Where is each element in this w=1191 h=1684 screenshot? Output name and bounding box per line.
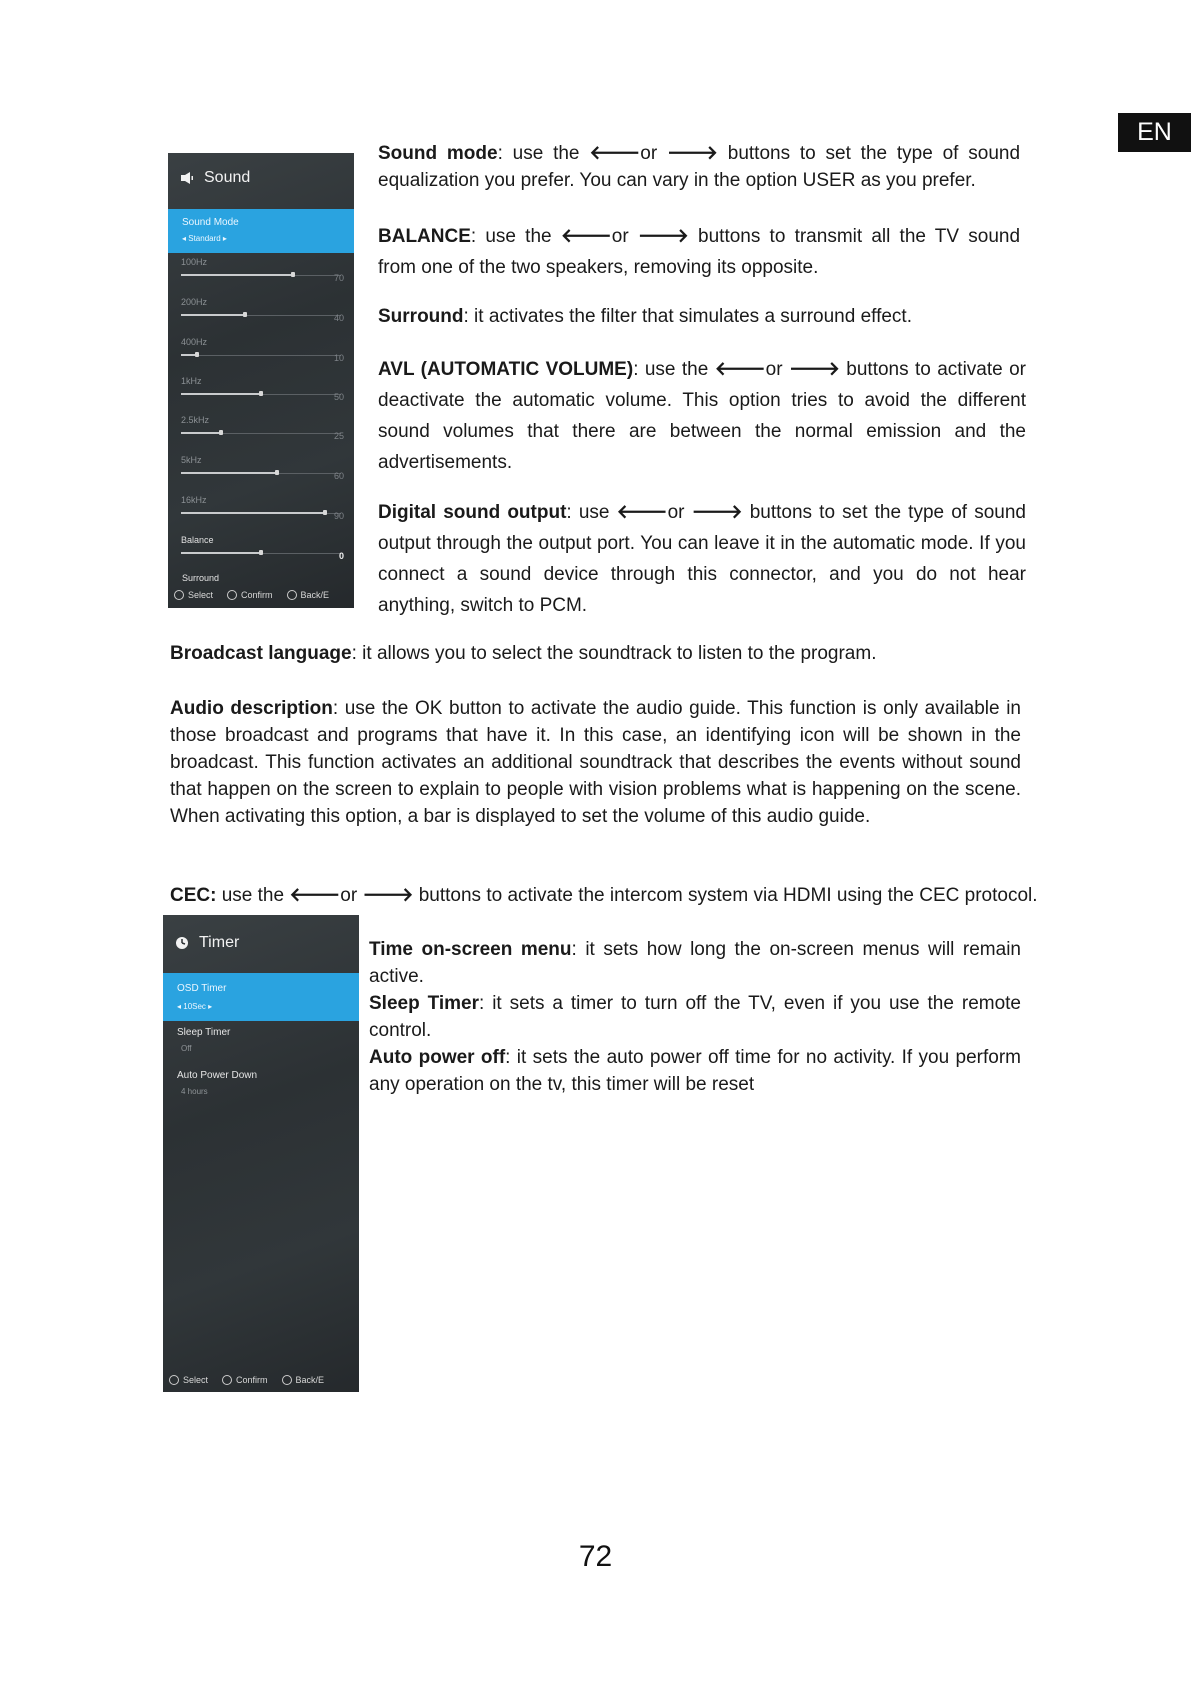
- band-knob[interactable]: [195, 352, 199, 357]
- balance-slider[interactable]: [181, 531, 344, 569]
- osd-timer-value: ◂ 10Sec ▸: [177, 1002, 213, 1011]
- dpad-icon: [169, 1375, 179, 1385]
- timer-descriptions: [369, 936, 1021, 1098]
- band-knob[interactable]: [259, 391, 263, 396]
- band-value: 0: [338, 551, 344, 561]
- sound-menu-title: Sound: [204, 169, 251, 186]
- left-arrow-icon: 🡐: [616, 502, 668, 523]
- right-arrow-icon: 🡒: [667, 143, 718, 164]
- sound-menu-screenshot: [168, 153, 354, 608]
- confirm-hint: Confirm: [227, 590, 273, 600]
- timer-menu-screenshot: [163, 915, 359, 1392]
- band-knob[interactable]: [219, 430, 223, 435]
- right-arrow-icon: 🡒: [788, 359, 840, 380]
- band-knob[interactable]: [259, 550, 263, 555]
- audio-description-paragraph: Audio description: use the OK button to activate the audio guide. This function is only available in those broadcast and programs that have it. In this case, an identifying icon will be shown in the broadcast. This function activates an additional soundtrack that describes the events without sound that happen on the screen to explain to people with vision problems what is happening on the scene. When activating this option, a bar is displayed to set the volume of this audio guide.: [170, 698, 1021, 827]
- eq-band-400hz[interactable]: [181, 333, 344, 371]
- band-value: 70: [333, 273, 344, 283]
- ok-icon: [222, 1375, 232, 1385]
- broadcast-language-paragraph: Broadcast language: it allows you to select the soundtrack to listen to the program.: [170, 643, 877, 664]
- band-fill: [181, 314, 245, 316]
- sound-menu-footer: [168, 590, 354, 600]
- band-fill: [181, 512, 325, 514]
- band-fill: [181, 393, 261, 395]
- select-hint: Select: [174, 590, 213, 600]
- sound-mode-paragraph: Sound mode: use the 🡐or 🡒 buttons to set the type of sound equalization you prefer. You can vary in the option USER as you prefer.: [378, 143, 1021, 191]
- band-label: 200Hz: [181, 297, 208, 307]
- eq-band-100hz[interactable]: [181, 253, 344, 291]
- band-value: 90: [333, 511, 344, 521]
- band-value: 60: [333, 471, 344, 481]
- band-value: 10: [333, 353, 344, 363]
- band-knob[interactable]: [243, 312, 247, 317]
- sound-mode-value: ◂ Standard ▸: [182, 234, 227, 243]
- left-arrow-icon: 🡐: [589, 143, 641, 164]
- band-knob[interactable]: [275, 470, 279, 475]
- osd-timer-label: OSD Timer: [177, 983, 227, 994]
- sound-menu-header: [168, 167, 354, 189]
- digital-output-paragraph: Digital sound output: use 🡐or 🡒 buttons to set the type of sound output through the output port. You can leave it in the automatic mode. If you connect a sound device through this connector, and you do not hear anything, switch to PCM.: [378, 502, 1026, 616]
- right-arrow-icon: 🡒: [691, 502, 743, 523]
- eq-band-5khz[interactable]: [181, 451, 344, 489]
- back-hint: Back/E: [287, 590, 330, 600]
- sleep-timer-label: Sleep Timer: [177, 1027, 231, 1038]
- eq-band-2-5khz[interactable]: [181, 411, 344, 449]
- time-onscreen-paragraph: Time on-screen menu: it sets how long the on-screen menus will remain active.: [369, 939, 1021, 987]
- auto-power-down-value: 4 hours: [181, 1087, 208, 1096]
- sound-mode-row[interactable]: [168, 209, 354, 253]
- left-arrow-icon: 🡐: [289, 885, 341, 906]
- band-knob[interactable]: [291, 272, 295, 277]
- band-label: 2.5kHz: [181, 415, 210, 425]
- avl-paragraph: AVL (AUTOMATIC VOLUME): use the 🡐or 🡒 buttons to activate or deactivate the automatic volume. This option tries to avoid the different sound volumes that there are between the normal emission and the advertisements.: [378, 359, 1026, 473]
- band-label: 100Hz: [181, 257, 208, 267]
- page-number: 72: [578, 1540, 613, 1573]
- band-fill: [181, 472, 277, 474]
- timer-menu-footer: [163, 1375, 359, 1385]
- band-label: 1kHz: [181, 376, 202, 386]
- surround-paragraph: Surround: it activates the filter that simulates a surround effect.: [378, 306, 912, 327]
- back-hint: Back/E: [282, 1375, 325, 1385]
- sleep-timer-paragraph: Sleep Timer: it sets a timer to turn off the TV, even if you use the remote control.: [369, 993, 1021, 1041]
- timer-menu-title: Timer: [199, 934, 240, 951]
- sleep-timer-value: Off: [181, 1044, 192, 1053]
- right-arrow-icon: 🡒: [637, 226, 689, 247]
- band-fill: [181, 552, 261, 554]
- band-track: [181, 355, 341, 356]
- eq-band-16khz[interactable]: [181, 491, 344, 529]
- band-label: Balance: [181, 535, 214, 545]
- sound-mode-label: Sound Mode: [182, 217, 239, 228]
- auto-power-down-row[interactable]: [177, 1070, 257, 1096]
- band-label: 16kHz: [181, 495, 207, 505]
- timer-menu-header: [163, 931, 359, 955]
- cec-paragraph: CEC: use the 🡐or 🡒 buttons to activate the intercom system via HDMI using the CEC protocol.: [170, 885, 1038, 906]
- osd-timer-row[interactable]: [163, 973, 359, 1021]
- language-tab: EN: [1118, 113, 1191, 152]
- back-icon: [282, 1375, 292, 1385]
- band-knob[interactable]: [323, 510, 327, 515]
- speaker-icon: [180, 171, 194, 185]
- band-label: 5kHz: [181, 455, 202, 465]
- balance-paragraph: BALANCE: use the 🡐or 🡒 buttons to transmit all the TV sound from one of the two speakers, removing its opposite.: [378, 226, 1021, 278]
- back-icon: [287, 590, 297, 600]
- ok-icon: [227, 590, 237, 600]
- clock-icon: [175, 936, 189, 950]
- surround-row[interactable]: [182, 573, 219, 583]
- sleep-timer-row[interactable]: [177, 1027, 230, 1053]
- band-value: 50: [333, 392, 344, 402]
- right-arrow-icon: 🡒: [362, 885, 414, 906]
- band-fill: [181, 274, 293, 276]
- band-fill: [181, 432, 221, 434]
- dpad-icon: [174, 590, 184, 600]
- auto-power-down-label: Auto Power Down: [177, 1070, 258, 1081]
- band-value: 25: [333, 431, 344, 441]
- band-value: 40: [333, 313, 344, 323]
- select-hint: Select: [169, 1375, 208, 1385]
- left-arrow-icon: 🡐: [560, 226, 612, 247]
- surround-label: Surround: [182, 573, 220, 583]
- band-label: 400Hz: [181, 337, 208, 347]
- auto-power-off-paragraph: Auto power off: it sets the auto power off time for no activity. If you perform any operation on the tv, this timer will be reset: [369, 1047, 1021, 1095]
- confirm-hint: Confirm: [222, 1375, 268, 1385]
- eq-band-1khz[interactable]: [181, 372, 344, 410]
- eq-band-200hz[interactable]: [181, 293, 344, 331]
- left-arrow-icon: 🡐: [714, 359, 766, 380]
